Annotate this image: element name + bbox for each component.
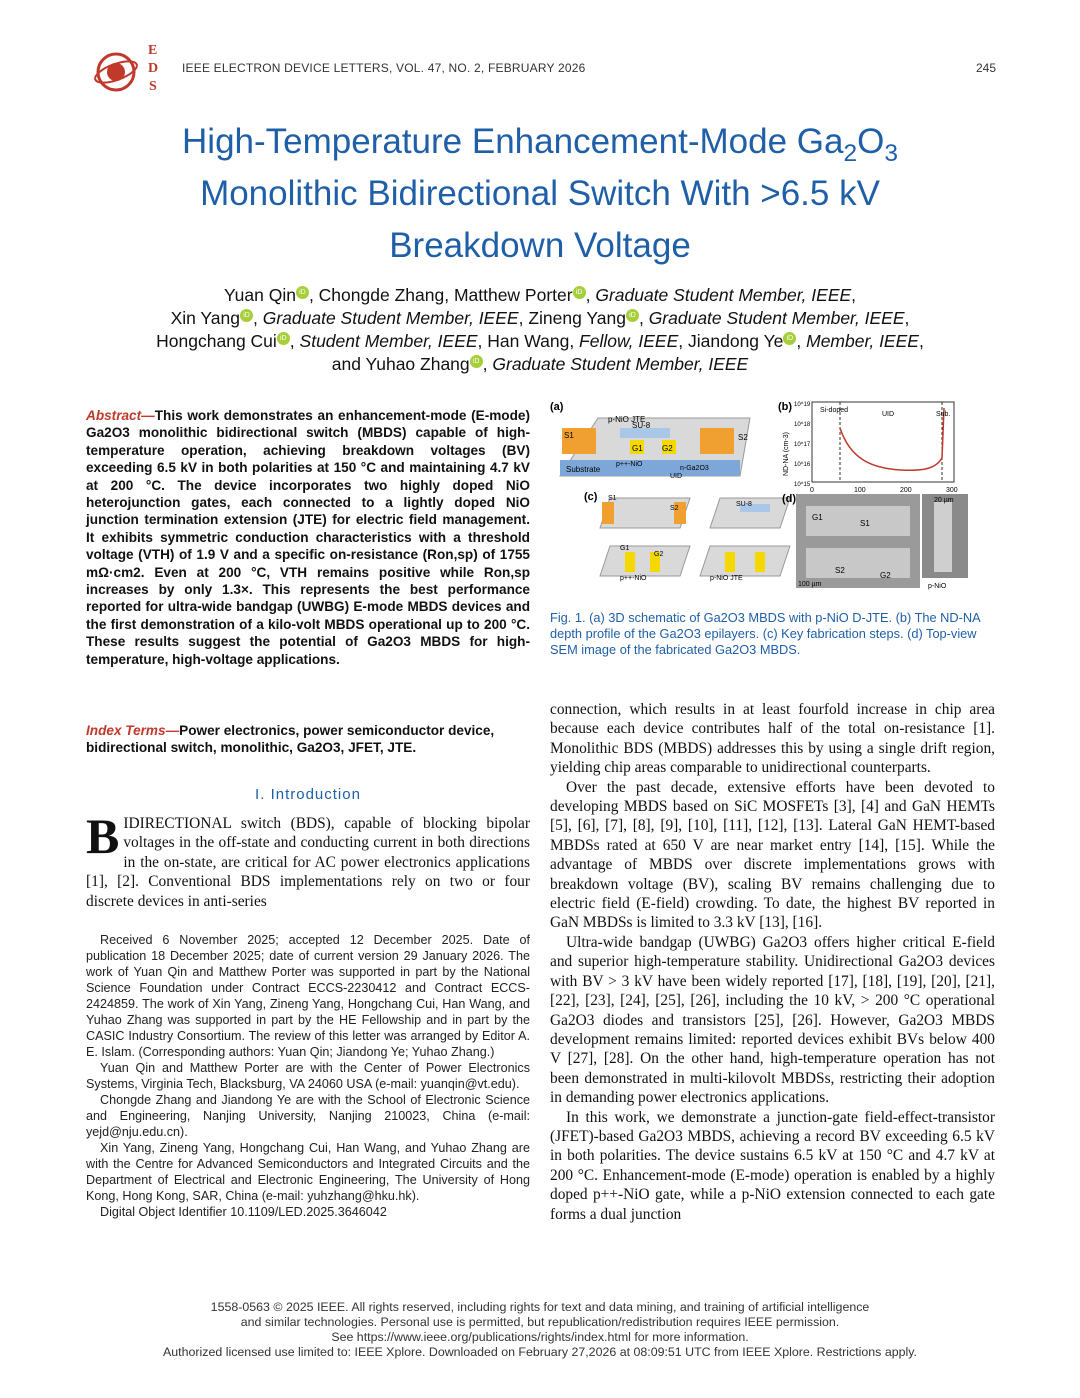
sem-label: G2 xyxy=(880,571,891,580)
fig-label: G2 xyxy=(654,551,664,558)
sem-label: S2 xyxy=(835,566,845,575)
author-role: Fellow, IEEE xyxy=(579,331,679,351)
orcid-icon[interactable]: iD xyxy=(296,286,309,299)
right-column xyxy=(550,700,995,1224)
x-tick: 300 xyxy=(946,487,958,494)
plot-region: Si-doped xyxy=(820,407,849,414)
footnote-affiliation: Xin Yang, Zineng Yang, Hongchang Cui, Han Wang, and Yuhao Zhang are with the Centre for Advanced Semiconductors and Integrated Circuits and the Department of Electrical and Electronic Engineering, The University of Hong Kong, Hong Kong, SAR, China (e-mail: yuhzhang@hku.hk). xyxy=(86,1141,530,1203)
fig-label: S2 xyxy=(738,433,748,442)
svg-text:S: S xyxy=(149,79,157,94)
y-tick: 10^15 xyxy=(794,482,811,488)
author-role: Graduate Student Member, IEEE xyxy=(648,308,905,328)
x-tick: 0 xyxy=(810,487,814,494)
abstract xyxy=(86,407,530,668)
y-tick: 10^16 xyxy=(794,462,811,468)
author-role: Graduate Student Member, IEEE xyxy=(595,285,852,305)
drop-cap: B xyxy=(86,808,120,864)
author-name: Han Wang xyxy=(487,331,570,351)
body-paragraph: Ultra-wide bandgap (UWBG) Ga2O3 offers higher critical E-field and superior high-temperature stability. Unidirectional Ga2O3 devices with BV > 3 kV have been widely reported [17], [18], [19], [20], [21], [22], [23], [24], [25], [26], including the 10 kV, > 200 °C operational Ga2O3 diodes and transistors [25], [26]. However, Ga2O3 MBDS development remains limited: reported devices exhibit BVs below 400 V [27], [28]. On the other hand, high-temperature operation has not been demonstrated in multi-kilovolt MBDSs, restricting their adoption in demanding power electronics applications. xyxy=(550,933,995,1107)
abstract-text: This work demonstrates an enhancement-mode (E-mode) Ga2O3 monolithic bidirectional switch (MBDS) capable of high-temperature operation, achieving breakdown voltages (BV) exceeding 6.5 kV in both polarities at 150 °C and maintaining 4.7 kV at 200 °C. The device incorporates two highly doped NiO heterojunction gates, each connected to a lightly doped NiO junction termination extension (JTE) for electric field management. It exhibits symmetric conduction characteristics with a threshold voltage (VTH) of 1.9 V and a specific on-resistance (Ron,sp) of 1755 mΩ·cm2. Even at 200 °C, VTH remains positive while Ron,sp increases by only 1.3×. This represents the best performance reported for ultra-wide bandgap (UWBG) E-mode MBDS devices and the first demonstration of a kilo-volt MBDS operational up to 200 °C. These results suggest the potential of Ga2O3 MBDS for high-temperature, high-voltage applications. xyxy=(86,408,530,667)
rights-link[interactable]: See https://www.ieee.org/publications/rights/index.html for more information. xyxy=(331,1330,749,1344)
fig-label: SU-8 xyxy=(736,501,752,508)
index-terms-label: Index Terms— xyxy=(86,723,180,738)
fig-label: G1 xyxy=(620,545,630,552)
copyright-line: and similar technologies. Personal use is permitted, but republication/redistribution requires IEEE permission. xyxy=(240,1315,840,1329)
intro-paragraph xyxy=(86,808,530,911)
index-terms xyxy=(86,722,530,757)
author-role: Student Member, IEEE xyxy=(299,331,478,351)
fig-label: G1 xyxy=(632,444,643,453)
fig-label: S2 xyxy=(670,505,679,512)
fig-label: Substrate xyxy=(566,465,601,474)
author-name: Hongchang Cui xyxy=(156,331,277,351)
orcid-icon[interactable]: iD xyxy=(470,355,483,368)
fig-label: SU-8 xyxy=(632,421,651,430)
y-tick: 10^19 xyxy=(794,402,811,408)
author-name: Zineng Yang xyxy=(528,308,626,328)
panel-c-label: (c) xyxy=(584,491,598,503)
y-tick: 10^18 xyxy=(794,422,811,428)
footnote-affiliation: Yuan Qin and Matthew Porter are with the Center of Power Electronics Systems, Virginia Tech, Blacksburg, VA 24060 USA (e-mail: yuanqin@vt.edu). xyxy=(86,1061,530,1091)
fig-label: p-NiO JTE xyxy=(710,575,743,582)
author-role: Graduate Student Member, IEEE xyxy=(492,354,749,374)
fig-label: S1 xyxy=(564,431,574,440)
body-paragraph: Over the past decade, extensive efforts have been devoted to developing MBDS based on SiC MOSFETs [3], [4] and GaN HEMTs [5], [6], [7], [8], [9], [10], [11], [12], [13]. Lateral GaN HEMT-based MBDSs rated at 650 V are near market entry [14], [15]. While the advantage of MBDS over discrete implementations grows with breakdown voltage (BV), scaling BV remains challenging due to electric field (E-field) crowding. To date, the highest BV reported in GaN MBDSs is limited to 3.3 kV [13], [16]. xyxy=(550,778,995,932)
sem-label: S1 xyxy=(860,519,870,528)
author-list: Yuan Qin iD , Chongde Zhang, Matthew Porter iD , Graduate Student Member, IEEE, Xin Yang iD , Graduate Student Member, IEEE, Zineng Yang iD , Graduate Student Member, IEEE, Hongchang Cui iD , Student Member, IEEE, Han Wang, Fellow, IEEE, Jiandong Ye iD , Member, IEEE, and Yuhao Zhang iD , Graduate Student Member, IEEE xyxy=(156,285,924,374)
index-terms-text: Power electronics, power semiconductor device, bidirectional switch, monolithic, Ga2O3, JFET, JTE. xyxy=(86,723,495,756)
y-tick: 10^17 xyxy=(794,442,811,448)
x-tick: 100 xyxy=(854,487,866,494)
section-heading: I. Introduction xyxy=(255,786,361,803)
x-tick: 200 xyxy=(900,487,912,494)
body-paragraph: In this work, we demonstrate a junction-gate field-effect-transistor (JFET)-based Ga2O3 MBDS, achieving a record BV exceeding 6.5 kV in both polarities. The device sustains 6.5 kV at 150 °C and 4.7 kV at 200 °C. Enhancement-mode (E-mode) operation is enabled by a highly doped p++-NiO gate, while a p-NiO extension connected to each gate forms a dual junction xyxy=(550,1108,995,1223)
orcid-icon[interactable]: iD xyxy=(783,332,796,345)
fig-label: p++-NiO xyxy=(620,575,647,582)
orcid-icon[interactable]: iD xyxy=(240,309,253,322)
body-paragraph: connection, which results in at least fourfold increase in chip area because each device contributes half of the total on-resistance [1]. Monolithic BDS (MBDS) addresses this by using a single drift region, yielding chip areas comparable to unidirectional counterparts. xyxy=(550,701,995,777)
orcid-icon[interactable]: iD xyxy=(573,286,586,299)
author-name: Jiandong Ye xyxy=(688,331,784,351)
copyright-line: 1558-0563 © 2025 IEEE. All rights reserved, including rights for text and data mining, and training of artificial intelligence xyxy=(210,1300,870,1314)
figure-1 xyxy=(550,398,995,598)
fig-label: p++-NiO xyxy=(616,461,643,468)
paper-title: High-Temperature Enhancement-Mode $Ga_2O_3$ Monolithic Bidirectional Switch With >6.5 kV Breakdown Voltage xyxy=(182,122,898,265)
author-name: Xin Yang xyxy=(170,308,240,328)
fig-label: n-Ga2O3 xyxy=(680,465,709,472)
eds-logo xyxy=(86,40,166,96)
fig-label: G2 xyxy=(662,444,673,453)
author-name: Yuan Qin xyxy=(223,285,296,305)
orcid-icon[interactable]: iD xyxy=(626,309,639,322)
panel-d-label: (d) xyxy=(782,493,797,505)
author-role: Graduate Student Member, IEEE xyxy=(262,308,519,328)
fig-label: S1 xyxy=(608,495,617,502)
figure-caption: Fig. 1. (a) 3D schematic of Ga2O3 MBDS with p-NiO D-JTE. (b) The ND-NA depth profile of the Ga2O3 epilayers. (c) Key fabrication steps. (d) Top-view SEM image of the fabricated Ga2O3 MBDS. xyxy=(550,610,980,658)
sem-label: 100 µm xyxy=(798,581,822,588)
license-line: Authorized licensed use limited to: IEEE Xplore. Downloaded on February 27,2026 at 08:09:51 UTC from IEEE Xplore. Restrictions apply. xyxy=(163,1345,917,1359)
page-footer xyxy=(60,1300,1020,1360)
plot-region: Sub. xyxy=(936,411,951,418)
page-header xyxy=(86,40,996,100)
panel-b-label: (b) xyxy=(778,401,793,413)
sem-label: 20 µm xyxy=(934,497,954,504)
footnote-doi: Digital Object Identifier 10.1109/LED.2025.3646042 xyxy=(100,1205,387,1219)
sem-label: G1 xyxy=(812,513,823,522)
intro-text: IDIRECTIONAL switch (BDS), capable of blocking bipolar voltages in the off-state and conducting current in both directions in the on-state, are critical for AC power electronics applications [1], [2]. Conventional BDS implementations rely on two or four discrete devices in anti-series xyxy=(86,815,530,910)
svg-text:E: E xyxy=(148,43,158,58)
abstract-label: Abstract— xyxy=(86,408,155,423)
svg-text:D: D xyxy=(148,61,159,76)
author-role: Member, IEEE xyxy=(806,331,919,351)
author-name: Chongde Zhang xyxy=(318,285,445,305)
plot-region: UID xyxy=(882,411,895,418)
y-axis-label: ND-NA (cm-3) xyxy=(783,432,790,476)
panel-a-label: (a) xyxy=(550,401,564,413)
footnote-received: Received 6 November 2025; accepted 12 December 2025. Date of publication 18 December 2025; date of current version 29 January 2026. The work of Yuan Qin and Matthew Porter was supported in part by the National Science Foundation under Contract ECCS-2230412 and Contract ECCS-2424859. The work of Xin Yang, Zineng Yang, Hongchang Cui, Han Wang, and Yuhao Zhang was supported in part by the HE Fellowship and in part by the CASIC Industry Consortium. The review of this letter was arranged by Editor A. E. Islam. (Corresponding authors: Yuan Qin; Jiandong Ye; Yuhao Zhang.) xyxy=(86,933,530,1059)
fig-label: UID xyxy=(670,473,683,480)
author-name: Matthew Porter xyxy=(453,285,573,305)
fig-label: p-NiO JTE xyxy=(608,415,646,424)
footnotes xyxy=(86,932,530,1220)
page-number: 245 xyxy=(975,61,996,75)
sem-label: p-NiO xyxy=(928,583,947,590)
journal-name: IEEE ELECTRON DEVICE LETTERS, VOL. 47, NO. 2, FEBRUARY 2026 xyxy=(182,61,586,75)
footnote-affiliation: Chongde Zhang and Jiandong Ye are with the School of Electronic Science and Engineering, Nanjing University, Nanjing 210023, China (e-mail: yejd@nju.edu.cn). xyxy=(86,1093,530,1139)
author-name: Yuhao Zhang xyxy=(365,354,470,374)
orcid-icon[interactable]: iD xyxy=(277,332,290,345)
